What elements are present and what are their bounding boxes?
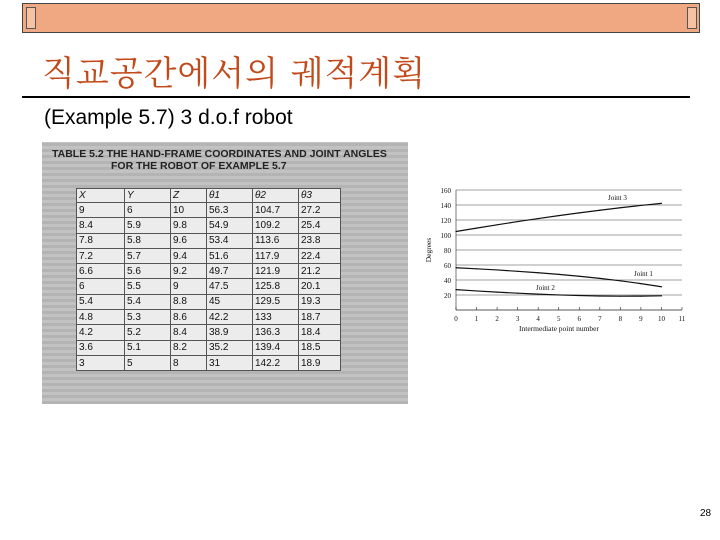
table-cell: 9.2 — [171, 264, 207, 279]
title-bar-left-block — [26, 7, 36, 29]
table-header-cell: X — [77, 189, 125, 203]
data-point — [640, 283, 641, 284]
series-line-joint-3 — [456, 203, 661, 231]
table-cell: 5.4 — [77, 294, 125, 309]
table-cell: 5.1 — [125, 340, 171, 355]
table-cell: 9 — [77, 203, 125, 218]
table-cell: 113.6 — [253, 233, 299, 248]
data-point — [538, 294, 539, 295]
table-header-cell: Y — [125, 189, 171, 203]
data-point — [558, 215, 559, 216]
data-point — [640, 205, 641, 206]
data-point — [599, 278, 600, 279]
table-cell: 53.4 — [207, 233, 253, 248]
table-cell: 5.3 — [125, 310, 171, 325]
table-cell: 38.9 — [207, 325, 253, 340]
table-cell: 6 — [125, 203, 171, 218]
table-cell: 9.8 — [171, 218, 207, 233]
series-label: Joint 2 — [536, 284, 555, 292]
table-cell: 49.7 — [207, 264, 253, 279]
table-cell: 42.2 — [207, 310, 253, 325]
table-cell: 25.4 — [299, 218, 341, 233]
table-cell: 54.9 — [207, 218, 253, 233]
table-cell: 8.4 — [171, 325, 207, 340]
table-row — [77, 279, 341, 294]
table-cell: 35.2 — [207, 340, 253, 355]
table-cell: 19.3 — [299, 294, 341, 309]
table-cell: 10 — [171, 203, 207, 218]
y-tick-label: 40 — [444, 277, 451, 285]
table-caption-line2: FOR THE ROBOT OF EXAMPLE 5.7 — [111, 160, 287, 172]
y-tick-label: 20 — [444, 292, 451, 300]
data-point — [455, 289, 456, 290]
table-cell: 8.8 — [171, 294, 207, 309]
table-cell: 3 — [77, 355, 125, 370]
data-point — [538, 272, 539, 273]
table-header-cell: Z — [171, 189, 207, 203]
table-cell: 8.6 — [171, 310, 207, 325]
table-cell: 56.3 — [207, 203, 253, 218]
table-cell: 5.2 — [125, 325, 171, 340]
table-caption-line1: TABLE 5.2 THE HAND-FRAME COORDINATES AND JOINT ANGLES — [52, 148, 387, 160]
data-point — [455, 231, 456, 232]
table-cell: 5.4 — [125, 294, 171, 309]
x-tick-label: 11 — [678, 315, 686, 323]
table-cell: 20.1 — [299, 279, 341, 294]
title-bar — [22, 3, 700, 33]
data-point — [599, 210, 600, 211]
table-cell: 104.7 — [253, 203, 299, 218]
table-cell: 133 — [253, 310, 299, 325]
data-point — [620, 296, 621, 297]
table-cell: 6 — [77, 279, 125, 294]
title-bar-right-block — [687, 7, 697, 29]
table-cell: 18.9 — [299, 355, 341, 370]
slide-title: 직교공간에서의 궤적계획 — [42, 54, 427, 94]
y-axis-label: Degrees — [424, 237, 433, 263]
table-row — [77, 294, 341, 309]
data-point — [496, 269, 497, 270]
x-tick-label: 8 — [618, 315, 623, 323]
table-cell: 121.9 — [253, 264, 299, 279]
data-point — [579, 295, 580, 296]
table-cell: 142.2 — [253, 355, 299, 370]
scanned-table-image — [42, 142, 408, 404]
data-point — [517, 221, 518, 222]
table-header-cell: θ1 — [207, 189, 253, 203]
table-cell: 7.8 — [77, 233, 125, 248]
series-label: Joint 1 — [634, 270, 653, 278]
table-cell: 18.7 — [299, 310, 341, 325]
title-divider — [22, 96, 690, 98]
table-cell: 5.6 — [125, 264, 171, 279]
x-tick-label: 6 — [577, 315, 582, 323]
x-tick-label: 2 — [495, 315, 499, 323]
data-point — [517, 293, 518, 294]
table-cell: 7.2 — [77, 248, 125, 263]
data-point — [496, 224, 497, 225]
data-point — [558, 274, 559, 275]
y-tick-label: 60 — [444, 262, 451, 270]
table-cell: 109.2 — [253, 218, 299, 233]
table-cell: 139.4 — [253, 340, 299, 355]
table-cell: 47.5 — [207, 279, 253, 294]
data-point — [620, 207, 621, 208]
slide-subtitle: (Example 5.7) 3 d.o.f robot — [44, 106, 293, 129]
data-point — [599, 295, 600, 296]
table-caption — [52, 148, 387, 172]
table-cell: 5.5 — [125, 279, 171, 294]
data-point — [579, 276, 580, 277]
table-cell: 5.9 — [125, 218, 171, 233]
table-cell: 21.2 — [299, 264, 341, 279]
table-cell: 8.2 — [171, 340, 207, 355]
table-cell: 18.4 — [299, 325, 341, 340]
x-tick-label: 7 — [598, 315, 602, 323]
data-point — [661, 286, 662, 287]
table-cell: 27.2 — [299, 203, 341, 218]
table-row — [77, 218, 341, 233]
table-cell: 8.4 — [77, 218, 125, 233]
table-row — [77, 233, 341, 248]
table-cell: 23.8 — [299, 233, 341, 248]
joint-angle-table — [76, 188, 341, 371]
x-tick-label: 3 — [515, 315, 520, 323]
x-tick-label: 5 — [556, 315, 561, 323]
series-line-joint-1 — [456, 268, 661, 287]
table-cell: 3.6 — [77, 340, 125, 355]
table-row — [77, 264, 341, 279]
data-point — [476, 290, 477, 291]
series-label: Joint 3 — [608, 194, 627, 202]
x-tick-label: 9 — [639, 315, 643, 323]
data-point — [538, 218, 539, 219]
data-point — [476, 228, 477, 229]
table-header-row — [77, 189, 341, 203]
data-point — [496, 292, 497, 293]
x-tick-label: 1 — [474, 315, 479, 323]
data-point — [517, 271, 518, 272]
data-point — [455, 267, 456, 268]
table-cell: 31 — [207, 355, 253, 370]
y-tick-label: 100 — [440, 232, 451, 240]
table-cell: 4.8 — [77, 310, 125, 325]
table-row — [77, 203, 341, 218]
table-cell: 9 — [171, 279, 207, 294]
table-cell: 5 — [125, 355, 171, 370]
y-tick-label: 160 — [440, 187, 451, 195]
table-cell: 129.5 — [253, 294, 299, 309]
table-cell: 45 — [207, 294, 253, 309]
page-number: 28 — [700, 508, 712, 519]
table-row — [77, 248, 341, 263]
data-point — [661, 295, 662, 296]
table-row — [77, 340, 341, 355]
table-cell: 6.6 — [77, 264, 125, 279]
data-point — [558, 294, 559, 295]
table-cell: 22.4 — [299, 248, 341, 263]
y-tick-label: 120 — [440, 217, 451, 225]
y-tick-label: 140 — [440, 202, 451, 210]
data-point — [661, 203, 662, 204]
joint-angle-chart — [420, 180, 690, 340]
x-axis-label: Intermediate point number — [519, 324, 599, 333]
table-cell: 117.9 — [253, 248, 299, 263]
x-tick-label: 0 — [454, 315, 458, 323]
table-cell: 9.6 — [171, 233, 207, 248]
data-point — [620, 280, 621, 281]
table-cell: 9.4 — [171, 248, 207, 263]
table-cell: 125.8 — [253, 279, 299, 294]
table-row — [77, 310, 341, 325]
table-cell: 8 — [171, 355, 207, 370]
table-cell: 51.6 — [207, 248, 253, 263]
table-row — [77, 355, 341, 370]
table-cell: 5.8 — [125, 233, 171, 248]
table-header-cell: θ3 — [299, 189, 341, 203]
data-point — [640, 296, 641, 297]
table-cell: 136.3 — [253, 325, 299, 340]
table-cell: 18.5 — [299, 340, 341, 355]
x-tick-label: 4 — [536, 315, 540, 323]
data-point — [579, 212, 580, 213]
table-cell: 4.2 — [77, 325, 125, 340]
table-header-cell: θ2 — [253, 189, 299, 203]
table-row — [77, 325, 341, 340]
x-tick-label: 10 — [657, 315, 665, 323]
data-point — [476, 268, 477, 269]
table-cell: 5.7 — [125, 248, 171, 263]
y-tick-label: 80 — [444, 247, 451, 255]
